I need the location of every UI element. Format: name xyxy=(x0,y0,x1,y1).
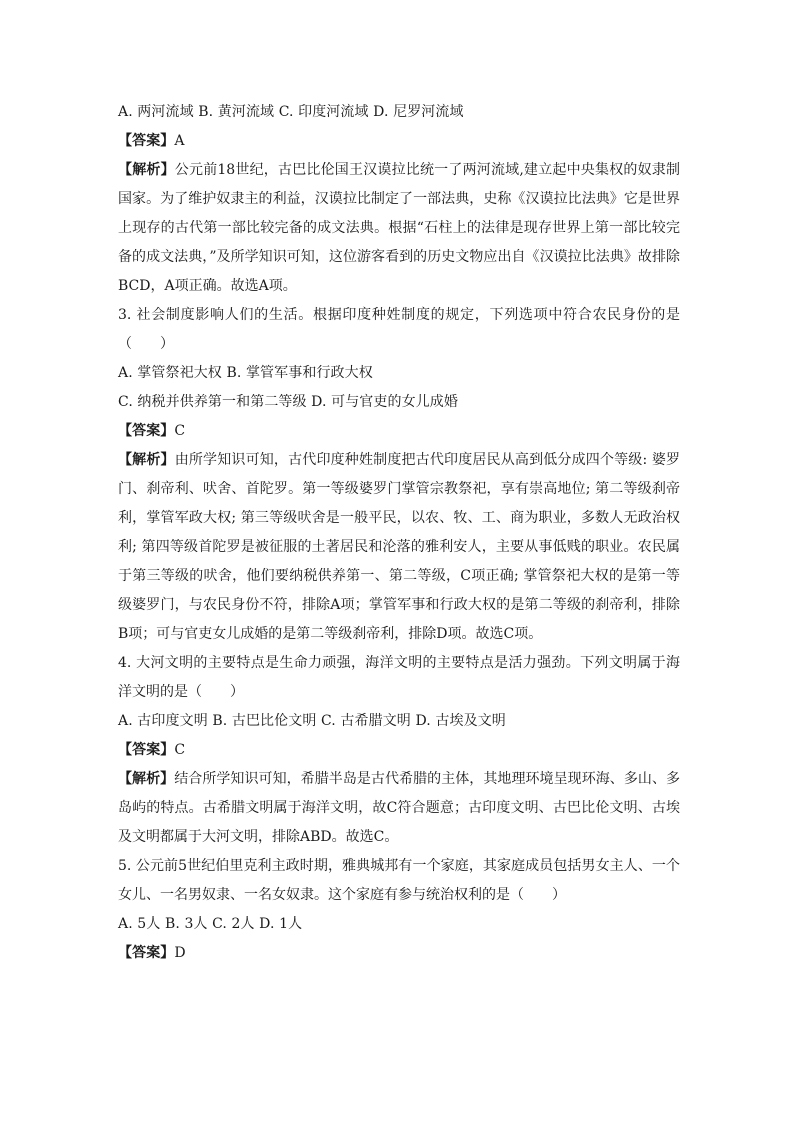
q3-options-2: C. 纳税并供养第一和第二等级 D. 可与官吏的女儿成婚 xyxy=(118,394,458,410)
answer-label: 【答案】 xyxy=(118,133,175,149)
q3-answer xyxy=(118,417,680,446)
q2-answer xyxy=(118,127,680,156)
q4-options: A. 古印度文明 B. 古巴比伦文明 C. 古希腊文明 D. 古埃及文明 xyxy=(118,713,506,729)
answer-label: 【答案】 xyxy=(118,945,175,961)
document-page xyxy=(118,98,680,968)
q4-question: 4. 大河文明的主要特点是生命力顽强，海洋文明的主要特点是活力强劲。下列文明属于海洋文明的是（ ） xyxy=(118,655,680,700)
analysis-text: 由所学知识可知，古代印度种姓制度把古代印度居民从高到低分成四个等级: 婆罗门、刹帝利、吠舍、首陀罗。第一等级婆罗门掌管宗教祭祀，享有崇高地位; 第二等级刹帝利，掌管军政大权; 第三等级吠舍是一般平民，以农、牧、工、商为职业，多数人无政治权利; 第四等级首陀罗是被征服的土著居民和沦落的雅利安人，主要从事低贱的职业。农民属于第三等级的吠舍，他们要纳税供养第一、第二等级，C项正确; 掌管祭祀大权的是第一等级婆罗门，与农民身份不符，排除A项；掌管军事和行政大权的是第二等级的刹帝利，排除B项；可与官吏女儿成婚的是第二等级刹帝利，排除D项。故选C项。 xyxy=(118,452,680,642)
q4-answer xyxy=(118,736,680,765)
analysis-label: 【解析】 xyxy=(118,162,175,178)
q3-question: 3. 社会制度影响人们的生活。根据印度种姓制度的规定，下列选项中符合农民身份的是（ ） xyxy=(118,307,680,352)
answer-value: C xyxy=(174,423,186,439)
q2-options: A. 两河流域 B. 黄河流域 C. 印度河流域 D. 尼罗河流域 xyxy=(118,104,464,120)
answer-value: D xyxy=(174,945,186,961)
answer-label: 【答案】 xyxy=(118,423,175,439)
q2-analysis xyxy=(118,156,680,301)
q3-options-1: A. 掌管祭祀大权 B. 掌管军事和行政大权 xyxy=(118,365,373,381)
q5-options: A. 5人 B. 3人 C. 2人 D. 1人 xyxy=(118,916,303,932)
answer-value: C xyxy=(174,742,186,758)
q5-question: 5. 公元前5世纪伯里克利主政时期，雅典城邦有一个家庭，其家庭成员包括男女主人、一个女儿、一名男奴隶、一名女奴隶。这个家庭有参与统治权利的是（ ） xyxy=(118,858,680,903)
analysis-text: 公元前18世纪，古巴比伦国王汉谟拉比统一了两河流域,建立起中央集权的奴隶制国家。为了维护奴隶主的利益，汉谟拉比制定了一部法典，史称《汉谟拉比法典》它是世界上现存的古代第一部比较完备的成文法典。根据“石柱上的法律是现存世界上第一部比较完备的成文法典，”及所学知识可知，这位游客看到的历史文物应出自《汉谟拉比法典》故排除BCD，A项正确。故选A项。 xyxy=(118,162,681,294)
analysis-label: 【解析】 xyxy=(118,452,175,468)
answer-value: A xyxy=(174,133,185,149)
analysis-label: 【解析】 xyxy=(118,771,175,787)
q4-analysis xyxy=(118,765,680,852)
q5-answer xyxy=(118,939,680,968)
analysis-text: 结合所学知识可知，希腊半岛是古代希腊的主体，其地理环境呈现环海、多山、多岛屿的特点。古希腊文明属于海洋文明，故C符合题意；古印度文明、古巴比伦文明、古埃及文明都属于大河文明，排除ABD。故选C。 xyxy=(118,771,681,845)
answer-label: 【答案】 xyxy=(118,742,175,758)
q3-analysis xyxy=(118,446,680,649)
